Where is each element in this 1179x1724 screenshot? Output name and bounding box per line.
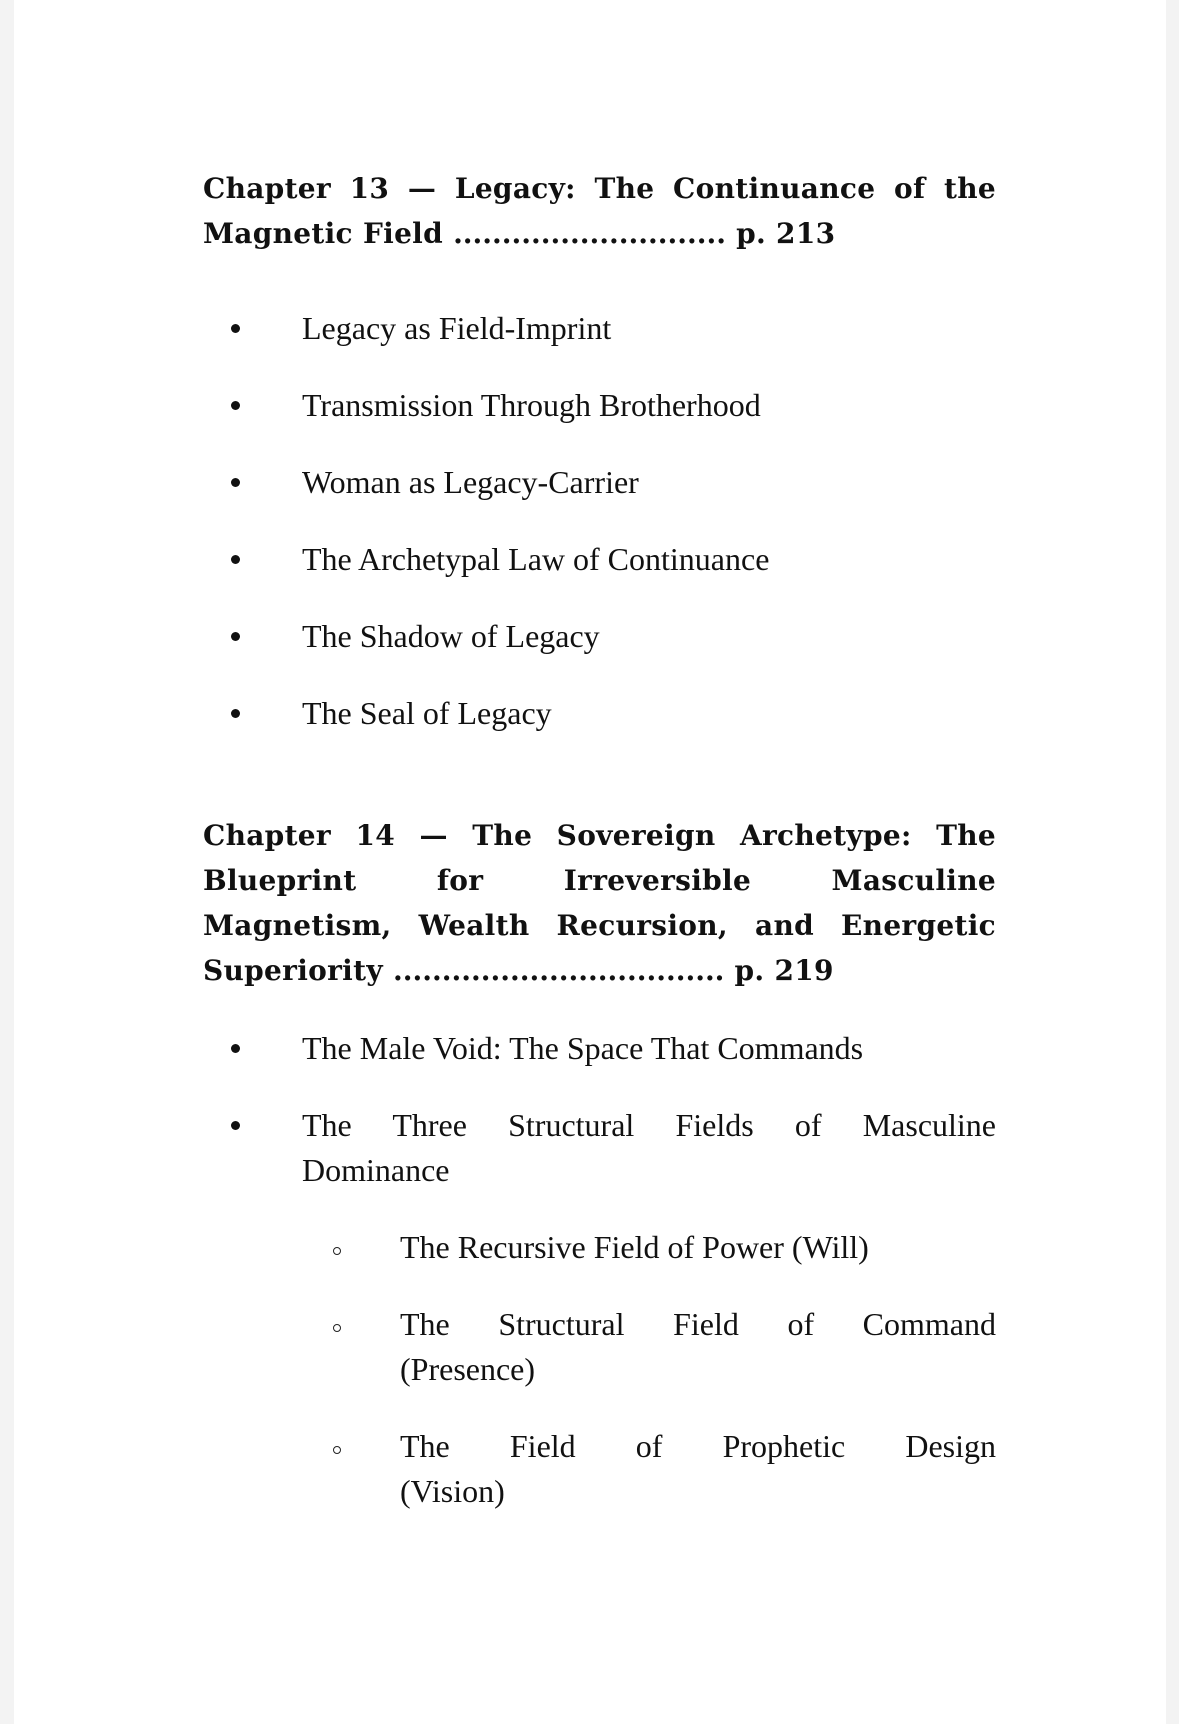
circle-bullet-icon [333,1446,341,1454]
document-page [14,0,1166,1724]
bullet-icon [231,478,240,487]
list-item-label: Legacy as Field-Imprint [302,310,612,346]
list-item-label: The Archetypal Law of Continuance [302,541,770,577]
bullet-icon [231,632,240,641]
list-item-label: The Three Structural Fields of Masculine [302,1107,996,1143]
chapter-13-leader-dots: ............................ [453,217,727,250]
chapter-13-heading[interactable] [203,166,996,256]
list-item-label-continued: Dominance [302,1152,450,1188]
list-item-label: Woman as Legacy-Carrier [302,464,639,500]
list-item[interactable] [302,614,996,659]
chapter-14-title-end: Superiority [203,954,383,987]
chapter-13-title-line-2 [203,211,996,256]
chapter-14-title-line-3: Magnetism, Wealth Recursion, and Energetic [203,909,996,942]
list-item[interactable] [302,1026,996,1071]
bullet-icon [231,1044,240,1053]
sub-list-item-label: The Recursive Field of Power (Will) [400,1229,869,1265]
circle-bullet-icon [333,1324,341,1332]
list-item[interactable] [302,306,996,351]
list-item[interactable] [302,537,996,582]
circle-bullet-icon [333,1247,341,1255]
sub-list-item[interactable] [400,1302,996,1392]
list-item[interactable] [302,383,996,428]
list-item-label: The Male Void: The Space That Commands [302,1030,864,1066]
chapter-13-title-line-1: Chapter 13 — Legacy: The Continuance of the [203,172,996,205]
chapter-13-title-end: Magnetic Field [203,217,443,250]
list-item[interactable] [302,691,996,736]
sub-list-item[interactable] [400,1225,996,1270]
bullet-icon [231,324,240,333]
chapter-14-heading[interactable] [203,813,996,993]
chapter-13-page-number: p. 213 [736,217,836,250]
chapter-14-title-line-2: Blueprint for Irreversible Masculine [203,864,996,897]
list-item-label: The Seal of Legacy [302,695,552,731]
sub-list-item-label-continued: (Presence) [400,1351,536,1387]
chapter-14-leader-dots: .................................. [393,954,725,987]
bullet-icon [231,555,240,564]
list-item[interactable] [302,1103,996,1193]
sub-list-item-label: The Field of Prophetic Design [400,1428,996,1464]
sub-list-item-label: The Structural Field of Command [400,1306,996,1342]
list-item-label: The Shadow of Legacy [302,618,600,654]
chapter-14-page-number: p. 219 [734,954,834,987]
bullet-icon [231,1121,240,1130]
chapter-14-title-line-4 [203,948,996,993]
bullet-icon [231,401,240,410]
chapter-14-title-line-1: Chapter 14 — The Sovereign Archetype: The [203,819,996,852]
list-item-label: Transmission Through Brotherhood [302,387,761,423]
sub-list-item-label-continued: (Vision) [400,1473,505,1509]
bullet-icon [231,709,240,718]
list-item[interactable] [302,460,996,505]
sub-list-item[interactable] [400,1424,996,1514]
